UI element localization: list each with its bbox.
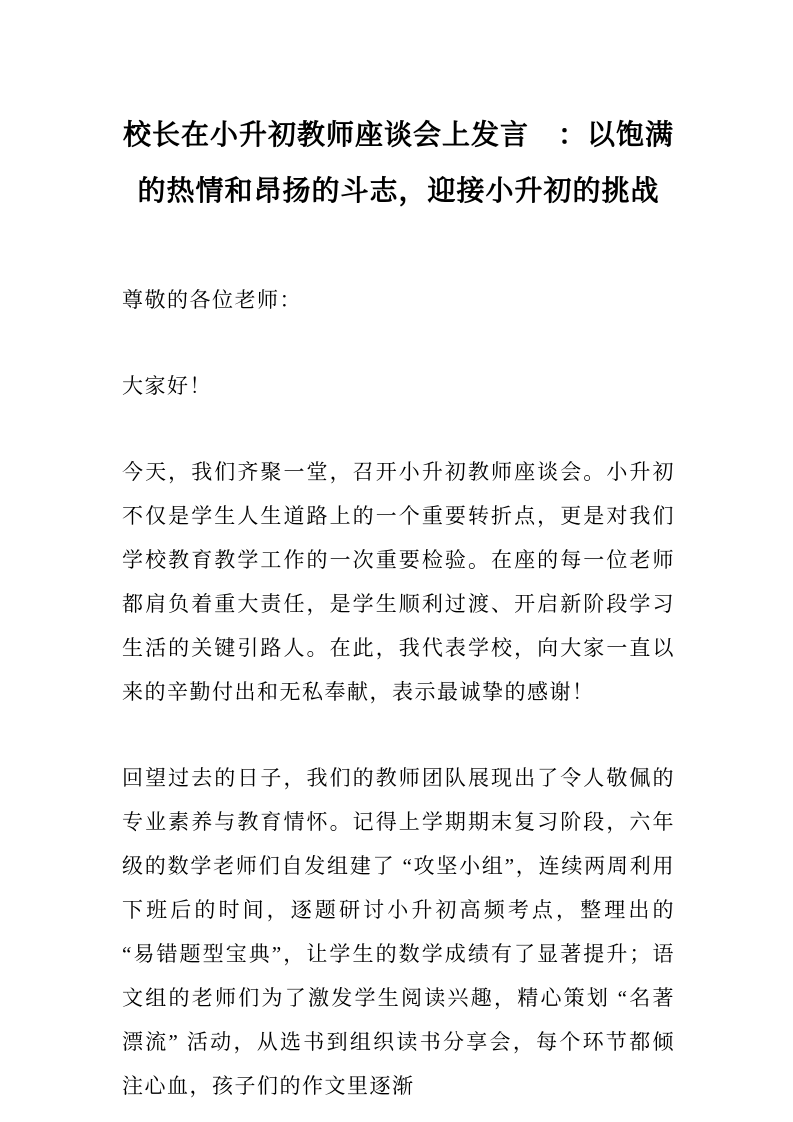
document-title: 校长在小升初教师座谈会上发言 ：以饱满的热情和昂扬的斗志，迎接小升初的挑战 — [122, 120, 674, 207]
paragraph-salutation: 尊敬的各位老师： — [122, 288, 302, 312]
paragraph-body-1: 今天，我们齐聚一堂，召开小升初教师座谈会。小升初不仅是学生人生道路上的一个重要转折点，更是对我们学校教育教学工作的一次重要检验。在座的每一位老师都肩负着重大责任，是学生顺利过渡、开启新阶段学习生活的关键引路人。在此，我代表学校，向大家一直以来的辛勤付出和无私奉献，表示最诚挚的感谢！ — [122, 460, 675, 704]
paragraph-greeting: 大家好！ — [122, 374, 212, 398]
paragraph-body-2: 回望过去的日子，我们的教师团队展现出了令人敬佩的专业素养与教育情怀。记得上学期期末复习阶段，六年级的数学老师们自发组建了 “攻坚小组”，连续两周利用下班后的时间，逐题研讨小升初高频考点，整理出的 “易错题型宝典”，让学生的数学成绩有了显著提升；语文组的老师们为了激发学生阅读兴趣，精心策划 “名著漂流” 活动，从选书到组织读书分享会，每个环节都倾注心血，孩子们的作文里逐渐 — [122, 766, 675, 1098]
